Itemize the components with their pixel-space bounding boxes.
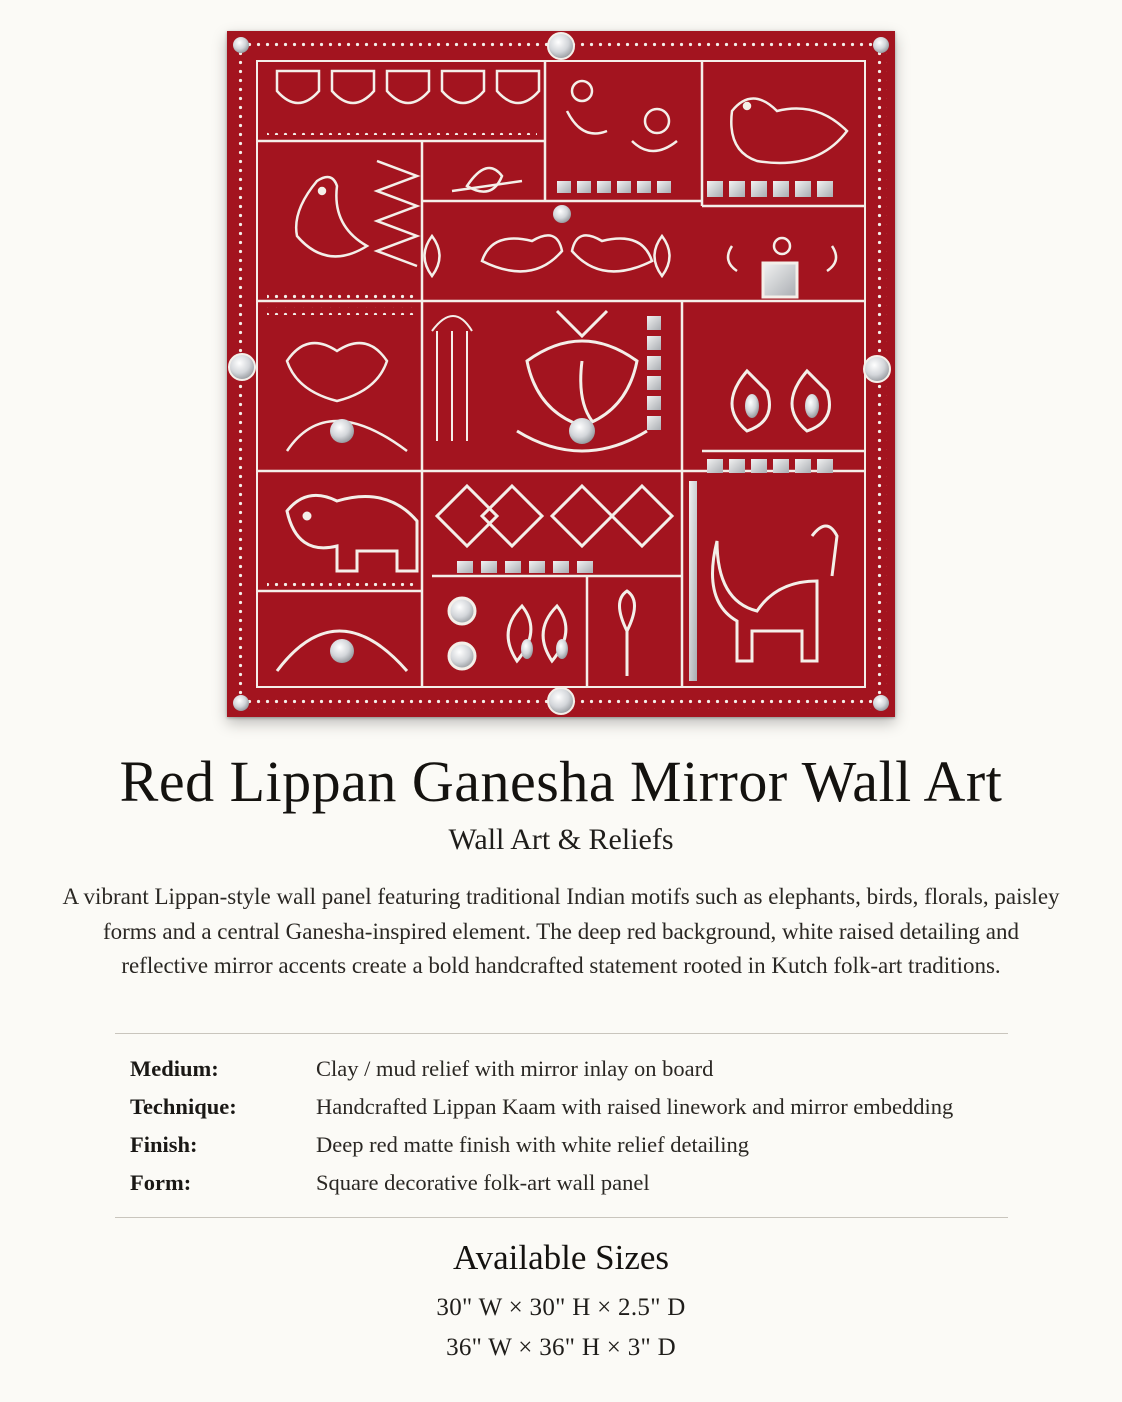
spec-label: Form: xyxy=(130,1170,192,1195)
spec-row-technique xyxy=(130,1088,1030,1126)
sizes-heading: Available Sizes xyxy=(452,1238,670,1277)
spec-label: Finish: xyxy=(130,1132,198,1157)
lippan-panel-illustration xyxy=(227,31,895,717)
spec-row-form xyxy=(130,1164,1030,1202)
product-description: A vibrant Lippan-style wall panel featuring traditional Indian motifs such as elephants, birds, florals, paisley forms and a central Ganesha-inspired element. The deep red background, white raised detailing and reflective mirror accents create a bold handcrafted statement rooted in Kutch folk-art traditions. xyxy=(62,884,1060,978)
size-option: 36" W × 36" H × 3" D xyxy=(446,1334,676,1361)
spec-label: Medium: xyxy=(130,1056,219,1081)
divider-bottom xyxy=(115,1217,1008,1218)
spec-row-medium xyxy=(130,1050,1030,1088)
spec-label: Technique: xyxy=(130,1094,237,1119)
spec-value: Handcrafted Lippan Kaam with raised linework and mirror embedding xyxy=(316,1094,954,1119)
spec-row-finish xyxy=(130,1126,1030,1164)
product-title: Red Lippan Ganesha Mirror Wall Art xyxy=(119,749,1003,814)
product-category: Wall Art & Reliefs xyxy=(448,823,674,856)
size-option: 30" W × 30" H × 2.5" D xyxy=(436,1294,686,1321)
product-image xyxy=(227,31,895,717)
spec-value: Deep red matte finish with white relief detailing xyxy=(316,1132,749,1157)
spec-value: Clay / mud relief with mirror inlay on board xyxy=(316,1056,714,1081)
spec-table xyxy=(130,1050,1030,1202)
spec-value: Square decorative folk-art wall panel xyxy=(316,1170,650,1195)
divider-top xyxy=(115,1033,1008,1034)
